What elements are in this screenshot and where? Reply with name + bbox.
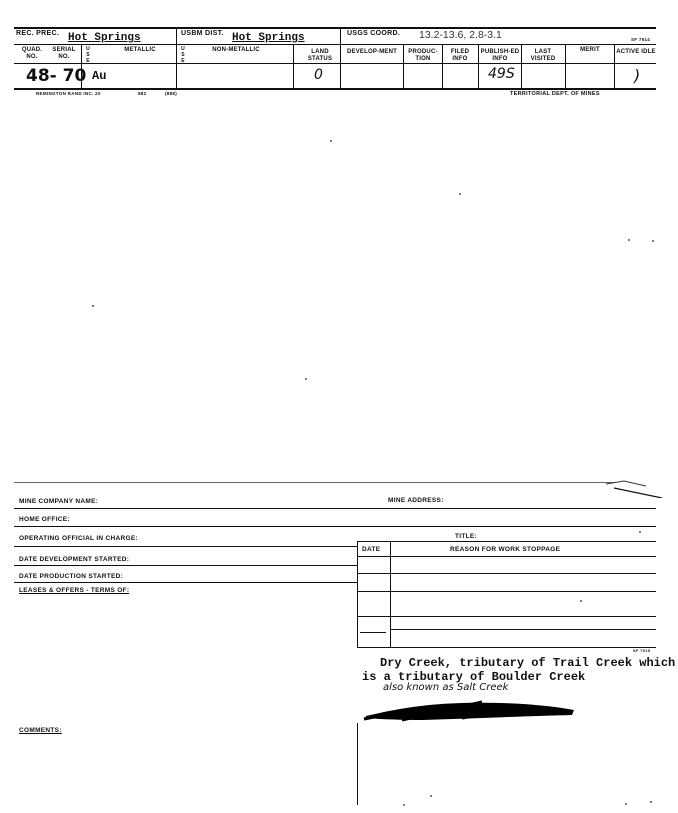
col-metallic: METALLIC [124, 47, 156, 53]
handwritten-note: also known as Salt Creek [383, 682, 509, 693]
torn-corner-marks [604, 478, 664, 498]
col-active-idle: ACTIVE IDLE [616, 49, 656, 55]
col-divider [340, 27, 341, 88]
stoppage-left-border [357, 541, 358, 647]
col-serial-no: SERIAL NO. [52, 47, 76, 60]
scan-speck [459, 193, 461, 195]
active-idle-value: ) [634, 66, 641, 85]
row-line [14, 508, 656, 509]
row-line [357, 541, 656, 542]
scan-speck [92, 305, 94, 307]
stoppage-row-dash [360, 632, 386, 633]
stoppage-row-line [390, 629, 656, 630]
scan-speck [430, 795, 432, 797]
scan-speck [330, 140, 332, 142]
col-use-metallic: USE [86, 46, 90, 64]
col-production: PRODUC-TION [408, 49, 438, 62]
col-last-visited: LAST VISITED [530, 49, 556, 62]
scan-speck [403, 804, 405, 806]
row-line [14, 546, 357, 547]
mine-address-label: MINE ADDRESS: [388, 497, 444, 504]
col-land-status: LAND STATUS [307, 49, 333, 62]
scan-speck [580, 600, 582, 602]
location-note-line2: is a tributary of Boulder Creek [362, 670, 586, 684]
col-filed-info: FILED INFO [450, 49, 470, 62]
stoppage-row-line [357, 591, 656, 592]
printer-code: 882 [138, 91, 147, 96]
col-use-non-metallic: USE [181, 46, 185, 64]
printer-credit: REMINGTON RAND INC. 20 [36, 91, 101, 96]
scan-speck [652, 240, 654, 242]
torn-corner [604, 478, 664, 498]
redaction-scribble-shape [362, 696, 577, 722]
col-divider [293, 44, 294, 88]
home-office-label: HOME OFFICE: [19, 516, 70, 523]
rec-prec-label: REC. PREC. [16, 30, 60, 37]
department-name: TERRITORIAL DEPT. OF MINES [510, 91, 600, 97]
printer-paren-code: (888) [165, 91, 178, 96]
scan-speck [650, 801, 652, 803]
stoppage-row-line [357, 616, 656, 617]
col-divider [176, 27, 177, 88]
redaction-scribble [362, 696, 577, 722]
date-development-started-label: DATE DEVELOPMENT STARTED: [19, 556, 130, 563]
rec-prec-value: Hot Springs [68, 32, 141, 44]
metallic-value: Au [92, 69, 107, 83]
scan-speck [625, 803, 627, 805]
usgs-coord-value: 13.2-13.6, 2.8-3.1 [419, 29, 502, 41]
col-published-info: PUBLISH-ED INFO [480, 49, 520, 62]
form-code-top: SF 7514 [631, 37, 651, 42]
land-status-value: 0 [314, 67, 323, 83]
stoppage-row-line [357, 647, 656, 648]
mine-company-name-label: MINE COMPANY NAME: [19, 498, 99, 505]
stoppage-header-line [357, 556, 656, 557]
published-info-value: 49S [488, 66, 515, 82]
row-line [14, 565, 357, 566]
usgs-coord-label: USGS COORD. [347, 30, 401, 37]
stoppage-date-header: DATE [362, 546, 381, 553]
form-code-bottom: SF 7515 [633, 648, 651, 653]
scan-speck [628, 239, 630, 241]
row-line [14, 526, 656, 527]
stoppage-reason-header: REASON FOR WORK STOPPAGE [450, 546, 561, 553]
bottom-card-top-edge [14, 482, 614, 483]
col-non-metallic: NON-METALLIC [212, 47, 260, 53]
row-line [14, 582, 357, 583]
quad-serial-value: 48- 70 [26, 66, 87, 86]
column-header-divider [14, 63, 656, 64]
operating-official-label: OPERATING OFFICIAL IN CHARGE: [19, 535, 138, 542]
col-quad-no: QUAD. NO. [21, 47, 43, 60]
date-production-started-label: DATE PRODUCTION STARTED: [19, 573, 124, 580]
usbm-dist-label: USBM DIST. [181, 30, 224, 37]
usbm-dist-value: Hot Springs [232, 32, 305, 44]
comments-label: COMMENTS: [19, 727, 62, 734]
col-merit: MERIT [580, 47, 600, 53]
comments-divider [357, 723, 358, 805]
stoppage-row-line [357, 573, 656, 574]
title-label: TITLE: [455, 533, 478, 540]
scan-speck [639, 531, 641, 533]
leases-offers-label: LEASES & OFFERS - TERMS OF: [19, 587, 130, 594]
location-note-line1: Dry Creek, tributary of Trail Creek which [380, 656, 676, 670]
stoppage-date-divider [390, 541, 391, 647]
col-development: DEVELOP-MENT [346, 49, 398, 55]
bottom-rule [14, 88, 656, 90]
scan-speck [305, 378, 307, 380]
top-rule [14, 27, 656, 29]
header-row-divider [14, 44, 656, 45]
